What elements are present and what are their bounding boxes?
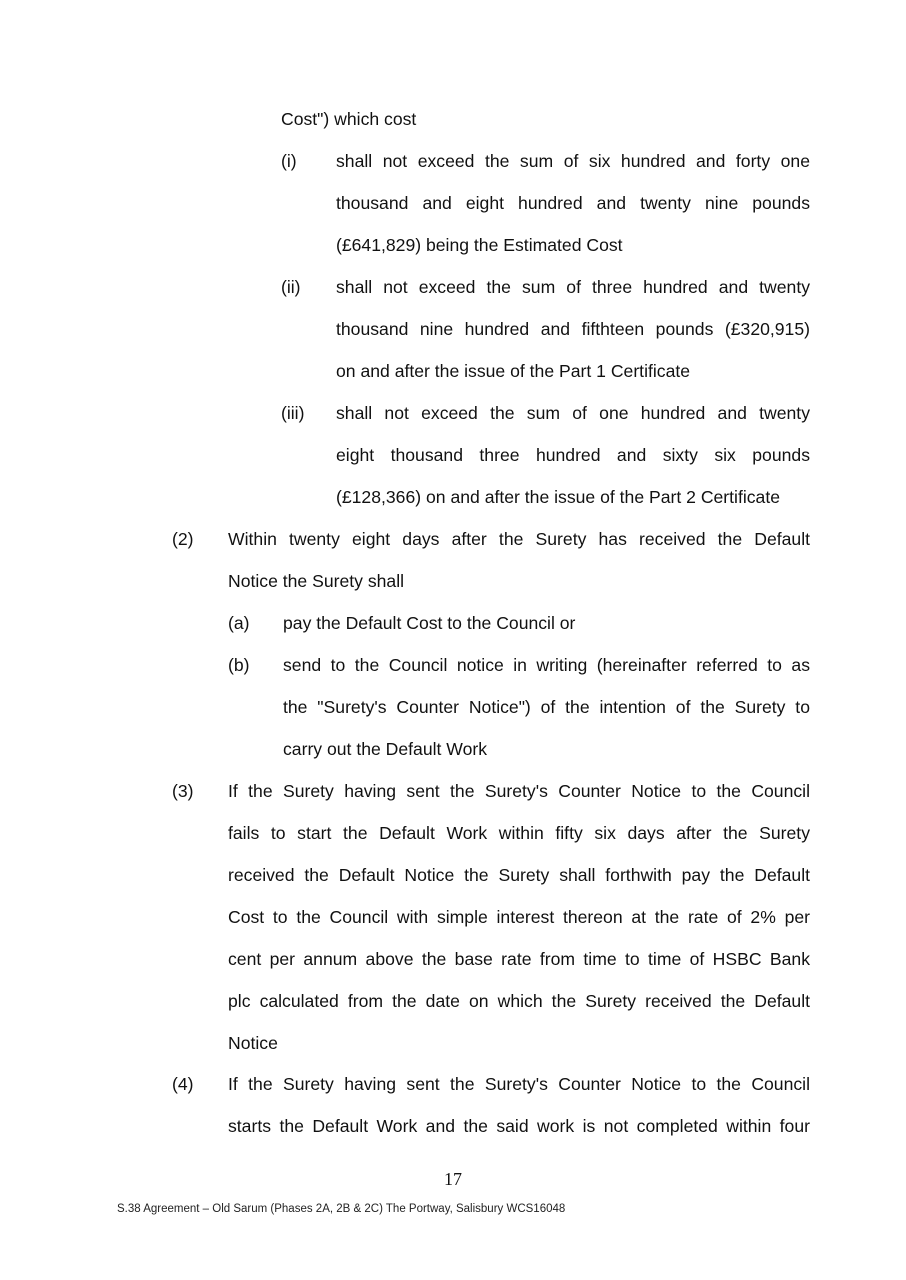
- subclause-a-line-1: pay the Default Cost to the Council or: [283, 613, 576, 633]
- clause-3-line-2: fails to start the Default Work within fifty six days after the Surety: [228, 823, 810, 843]
- continuation-text: Cost") which cost: [281, 109, 417, 129]
- subclause-iii-line-1: shall not exceed the sum of one hundred and twenty: [336, 403, 810, 423]
- clause-3-line-3: received the Default Notice the Surety shall forthwith pay the Default: [228, 865, 810, 885]
- clause-3-marker: (3): [172, 781, 194, 801]
- subclause-ii-line-1: shall not exceed the sum of three hundred and twenty: [336, 277, 810, 297]
- clause-4-line-1: If the Surety having sent the Surety's Counter Notice to the Council: [228, 1074, 810, 1094]
- subclause-iii-marker: (iii): [281, 403, 305, 423]
- clause-3-line-7: Notice: [228, 1033, 278, 1053]
- clause-3-line-4: Cost to the Council with simple interest thereon at the rate of 2% per: [228, 907, 810, 927]
- subclause-iii-line-2: eight thousand three hundred and sixty six pounds: [336, 445, 810, 465]
- subclause-i-line-1: shall not exceed the sum of six hundred and forty one: [336, 151, 810, 171]
- clause-3-line-5: cent per annum above the base rate from time to time of HSBC Bank: [228, 949, 810, 969]
- clause-3-line-6: plc calculated from the date on which the Surety received the Default: [228, 991, 810, 1011]
- subclause-b-line-3: carry out the Default Work: [283, 739, 488, 759]
- clause-2-marker: (2): [172, 529, 194, 549]
- subclause-ii-line-3: on and after the issue of the Part 1 Certificate: [336, 361, 691, 381]
- subclause-b-line-2: the "Surety's Counter Notice") of the intention of the Surety to: [283, 697, 810, 717]
- subclause-i-line-2: thousand and eight hundred and twenty nine pounds: [336, 193, 810, 213]
- clause-4-line-2: starts the Default Work and the said work is not completed within four: [228, 1116, 810, 1136]
- subclause-a-marker: (a): [228, 613, 250, 633]
- subclause-b-marker: (b): [228, 655, 250, 675]
- page-footer: S.38 Agreement – Old Sarum (Phases 2A, 2B & 2C) The Portway, Salisbury WCS16048: [117, 1203, 566, 1215]
- subclause-ii-line-2: thousand nine hundred and fifthteen pounds (£320,915): [336, 319, 810, 339]
- page-number: 17: [444, 1169, 462, 1189]
- subclause-i-marker: (i): [281, 151, 297, 171]
- subclause-iii-line-3: (£128,366) on and after the issue of the Part 2 Certificate: [336, 487, 781, 507]
- subclause-i-line-3: (£641,829) being the Estimated Cost: [336, 235, 623, 255]
- subclause-ii-marker: (ii): [281, 277, 301, 297]
- clause-2-line-1: Within twenty eight days after the Surety has received the Default: [228, 529, 810, 549]
- subclause-b-line-1: send to the Council notice in writing (hereinafter referred to as: [283, 655, 810, 675]
- clause-3-line-1: If the Surety having sent the Surety's Counter Notice to the Council: [228, 781, 810, 801]
- clause-2-line-2: Notice the Surety shall: [228, 571, 405, 591]
- clause-4-marker: (4): [172, 1074, 194, 1094]
